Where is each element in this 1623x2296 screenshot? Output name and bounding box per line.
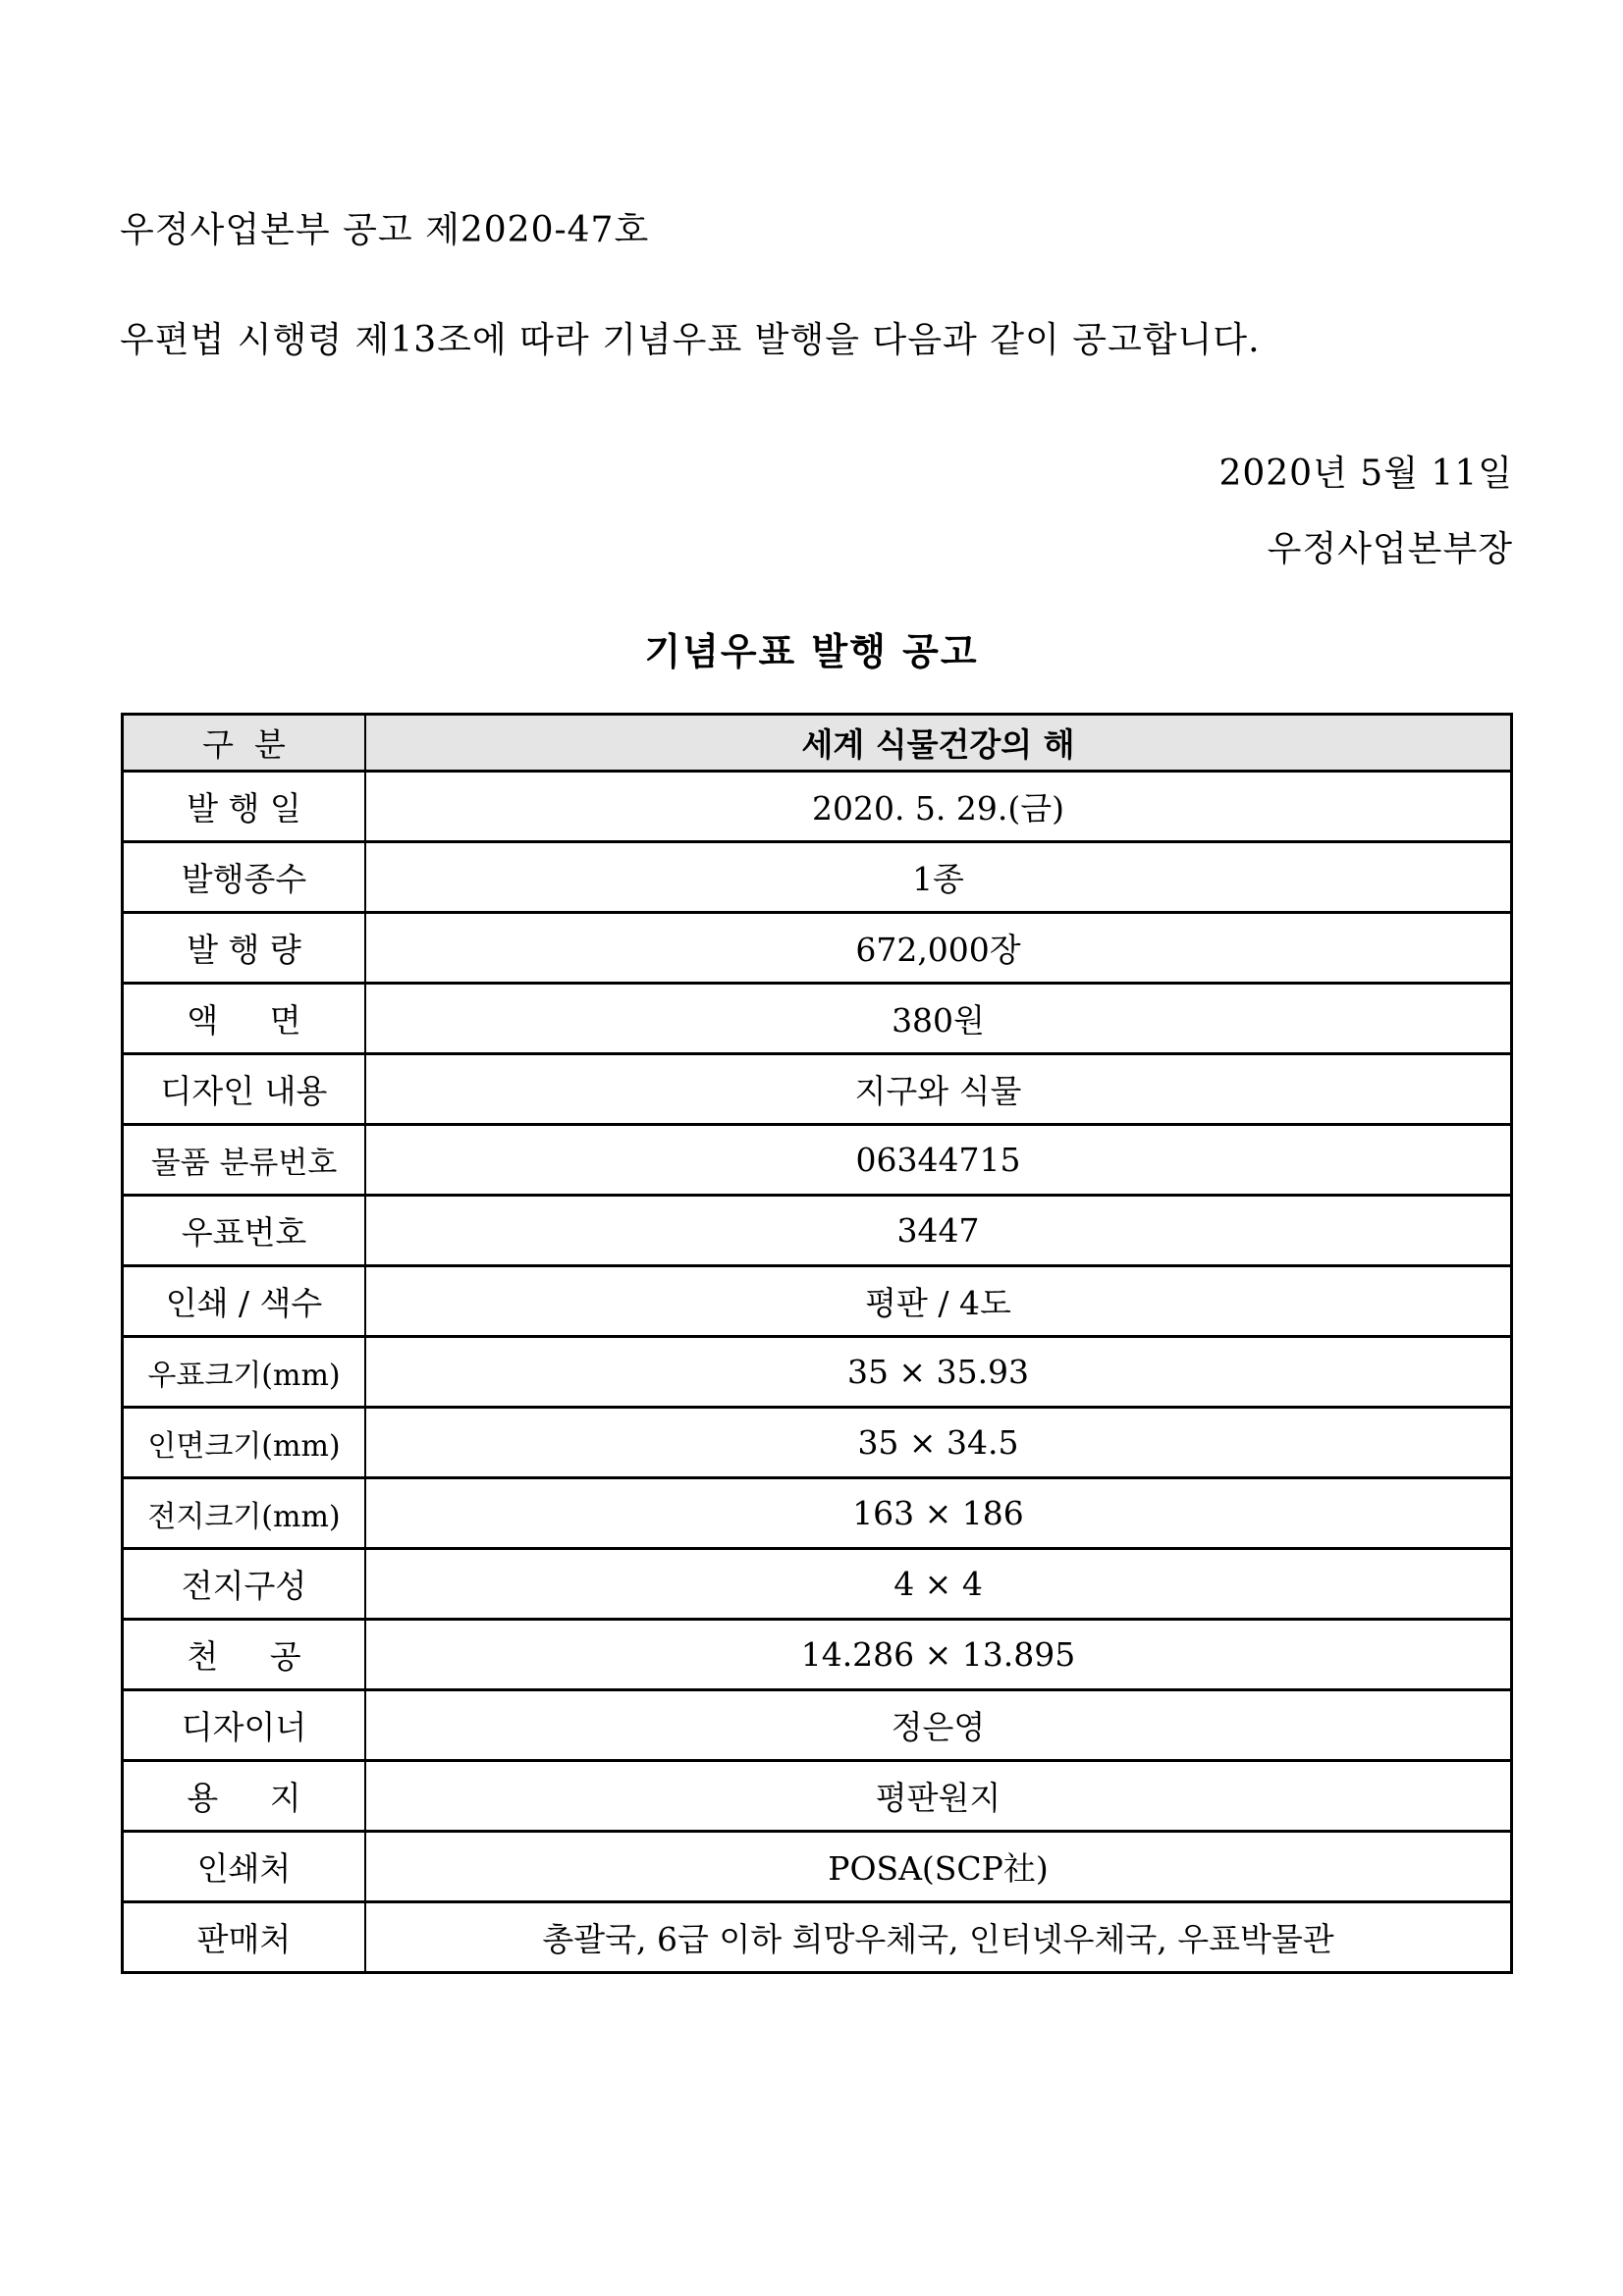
row-label: 용 지: [123, 1761, 366, 1832]
table-row: [123, 1266, 1512, 1337]
table-row: [123, 1902, 1512, 1973]
intro-sentence: 우편법 시행령 제13조에 따라 기념우표 발행을 다음과 같이 공고합니다.: [120, 320, 1261, 360]
row-value: 지구와 식물: [365, 1054, 1512, 1125]
table-row: [123, 1125, 1512, 1196]
table-row: [123, 842, 1512, 913]
table-row: [123, 1337, 1512, 1408]
row-value: 380원: [365, 984, 1512, 1054]
row-value: 4 × 4: [365, 1549, 1512, 1620]
row-label: 액 면: [123, 984, 366, 1054]
row-label: 인쇄처: [123, 1832, 366, 1902]
row-label: 천 공: [123, 1620, 366, 1690]
stamp-issue-table: [121, 713, 1513, 1974]
table-row: [123, 913, 1512, 984]
table-row: [123, 1549, 1512, 1620]
signatory: 우정사업본부장: [1267, 529, 1513, 569]
row-value: 평판 / 4도: [365, 1266, 1512, 1337]
row-label: 우표번호: [123, 1196, 366, 1266]
row-value: 평판원지: [365, 1761, 1512, 1832]
table-row: [123, 1408, 1512, 1478]
header-value: 세계 식물건강의 해: [365, 715, 1512, 772]
table-title: 기념우표 발행 공고: [644, 629, 979, 673]
row-label: 발 행 량: [123, 913, 366, 984]
row-value: 14.286 × 13.895: [365, 1620, 1512, 1690]
table-row: [123, 1620, 1512, 1690]
row-label: 전지구성: [123, 1549, 366, 1620]
table-header-row: [123, 715, 1512, 772]
row-label: 인쇄 / 색수: [123, 1266, 366, 1337]
row-value: 3447: [365, 1196, 1512, 1266]
table-row: [123, 772, 1512, 842]
table-row: [123, 1832, 1512, 1902]
table-row: [123, 1054, 1512, 1125]
row-value: POSA(SCP社): [365, 1832, 1512, 1902]
row-label: 인면크기(mm): [123, 1408, 366, 1478]
row-label: 물품 분류번호: [123, 1125, 366, 1196]
row-value: 672,000장: [365, 913, 1512, 984]
notice-date: 2020년 5월 11일: [1218, 454, 1513, 494]
row-label: 전지크기(mm): [123, 1478, 366, 1549]
row-value: 163 × 186: [365, 1478, 1512, 1549]
row-label: 발 행 일: [123, 772, 366, 842]
row-value: 35 × 35.93: [365, 1337, 1512, 1408]
table-row: [123, 1196, 1512, 1266]
notice-number: 우정사업본부 공고 제2020-47호: [120, 210, 650, 250]
row-value: 정은영: [365, 1690, 1512, 1761]
row-label: 디자인 내용: [123, 1054, 366, 1125]
table-row: [123, 1761, 1512, 1832]
table-row: [123, 984, 1512, 1054]
row-value: 총괄국, 6급 이하 희망우체국, 인터넷우체국, 우표박물관: [365, 1902, 1512, 1973]
row-label: 디자이너: [123, 1690, 366, 1761]
table-row: [123, 1690, 1512, 1761]
row-label: 우표크기(mm): [123, 1337, 366, 1408]
row-value: 35 × 34.5: [365, 1408, 1512, 1478]
row-label: 발행종수: [123, 842, 366, 913]
header-label: 구 분: [123, 715, 366, 772]
row-label: 판매처: [123, 1902, 366, 1973]
table-row: [123, 1478, 1512, 1549]
row-value: 2020. 5. 29.(금): [365, 772, 1512, 842]
row-value: 1종: [365, 842, 1512, 913]
row-value: 06344715: [365, 1125, 1512, 1196]
